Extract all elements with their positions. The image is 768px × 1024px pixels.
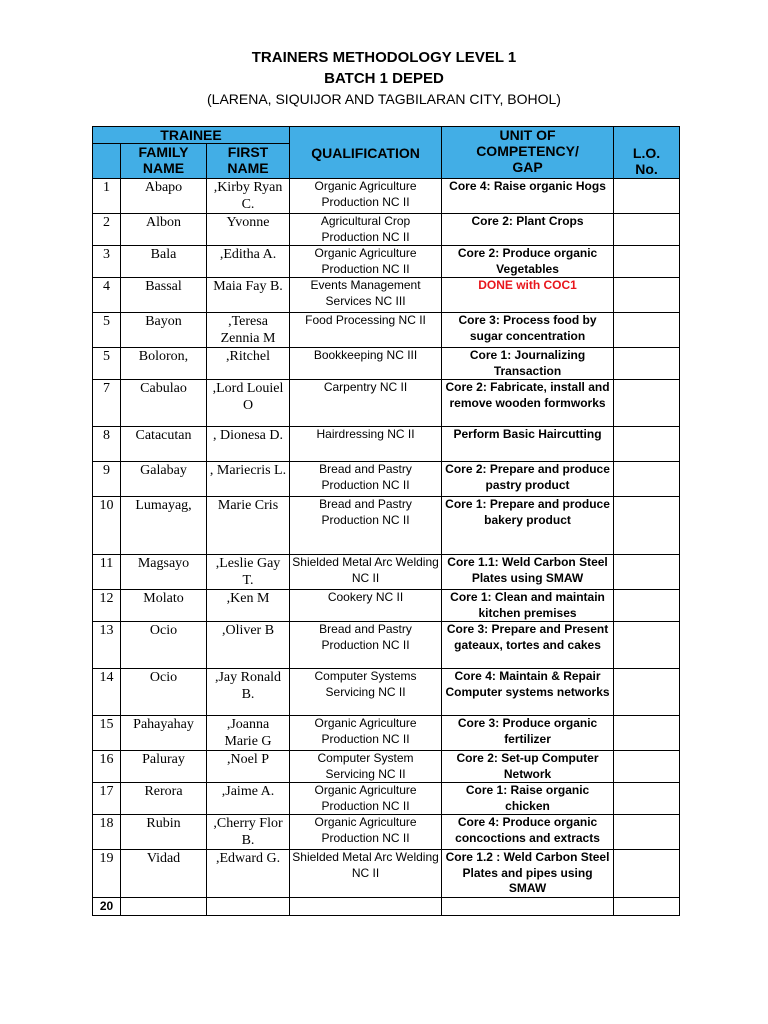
unit-of-competency-cell: Core 1: Journalizing Transaction	[442, 348, 614, 380]
row-number: 12	[93, 590, 121, 622]
qualification-cell: Bread and Pastry Production NC II	[290, 497, 442, 555]
lo-number-cell	[614, 214, 680, 246]
unit-of-competency-cell: DONE with COC1	[442, 278, 614, 313]
row-number: 10	[93, 497, 121, 555]
row-number: 8	[93, 427, 121, 462]
row-number: 2	[93, 214, 121, 246]
table-row	[93, 590, 680, 622]
row-number: 18	[93, 815, 121, 850]
family-name-cell: Ocio	[121, 622, 207, 669]
unit-of-competency-cell: Core 3: Process food by sugar concentration	[442, 313, 614, 348]
qualification-cell: Organic Agriculture Production NC II	[290, 179, 442, 214]
unit-of-competency-cell: Core 2: Prepare and produce pastry product	[442, 462, 614, 497]
family-name-cell: Rerora	[121, 783, 207, 815]
family-name-cell: Lumayag,	[121, 497, 207, 555]
table-row	[93, 850, 680, 898]
first-name-cell: Maia Fay B.	[207, 278, 290, 313]
lo-number-cell	[614, 278, 680, 313]
row-number: 3	[93, 246, 121, 278]
qualification-cell: Events Management Services NC III	[290, 278, 442, 313]
lo-number-cell	[614, 815, 680, 850]
lo-number-cell	[614, 716, 680, 751]
lo-number-cell	[614, 380, 680, 427]
lo-number-cell	[614, 783, 680, 815]
unit-of-competency-cell: Core 2: Set-up Computer Network	[442, 751, 614, 783]
document-title: TRAINERS METHODOLOGY LEVEL 1	[251, 49, 517, 66]
header-lo-no: L.O. No.	[614, 127, 680, 179]
header-trainee: TRAINEE	[93, 127, 290, 144]
family-name-cell: Paluray	[121, 751, 207, 783]
qualification-cell: Food Processing NC II	[290, 313, 442, 348]
first-name-cell: ,Noel P	[207, 751, 290, 783]
family-name-cell	[121, 897, 207, 915]
qualification-cell: Cookery NC II	[290, 590, 442, 622]
first-name-cell: ,Jaime A.	[207, 783, 290, 815]
unit-of-competency-cell: Core 4: Produce organic concoctions and extracts	[442, 815, 614, 850]
lo-number-cell	[614, 348, 680, 380]
family-name-cell: Albon	[121, 214, 207, 246]
lo-number-cell	[614, 590, 680, 622]
qualification-cell: Organic Agriculture Production NC II	[290, 783, 442, 815]
lo-number-cell	[614, 313, 680, 348]
unit-of-competency-cell: Core 1: Raise organic chicken	[442, 783, 614, 815]
header-unit-of-competency: UNIT OF COMPETENCY/ GAP	[442, 127, 614, 179]
qualification-cell: Hairdressing NC II	[290, 427, 442, 462]
table-row	[93, 462, 680, 497]
qualification-cell: Bread and Pastry Production NC II	[290, 622, 442, 669]
header-family-name: FAMILY NAME	[121, 144, 207, 179]
family-name-cell: Magsayo	[121, 555, 207, 590]
row-number: 5	[93, 348, 121, 380]
unit-of-competency-cell: Core 1: Prepare and produce bakery product	[442, 497, 614, 555]
table-row	[93, 555, 680, 590]
table-row	[93, 497, 680, 555]
qualification-cell: Organic Agriculture Production NC II	[290, 815, 442, 850]
family-name-cell: Galabay	[121, 462, 207, 497]
qualification-cell: Organic Agriculture Production NC II	[290, 246, 442, 278]
qualification-cell: Organic Agriculture Production NC II	[290, 716, 442, 751]
first-name-cell: ,Jay Ronald B.	[207, 669, 290, 716]
qualification-cell: Carpentry NC II	[290, 380, 442, 427]
unit-of-competency-cell: Core 1.1: Weld Carbon Steel Plates using SMAW	[442, 555, 614, 590]
lo-number-cell	[614, 850, 680, 898]
family-name-cell: Cabulao	[121, 380, 207, 427]
row-number: 13	[93, 622, 121, 669]
row-number: 1	[93, 179, 121, 214]
first-name-cell: ,Oliver B	[207, 622, 290, 669]
trainee-table	[92, 126, 680, 916]
row-number: 4	[93, 278, 121, 313]
row-number: 9	[93, 462, 121, 497]
document-batch: BATCH 1 DEPED	[324, 70, 444, 87]
row-number: 7	[93, 380, 121, 427]
family-name-cell: Molato	[121, 590, 207, 622]
unit-of-competency-cell: Perform Basic Haircutting	[442, 427, 614, 462]
first-name-cell: ,Ritchel	[207, 348, 290, 380]
table-row	[93, 669, 680, 716]
first-name-cell: Marie Cris	[207, 497, 290, 555]
table-row	[93, 716, 680, 751]
family-name-cell: Catacutan	[121, 427, 207, 462]
lo-number-cell	[614, 669, 680, 716]
first-name-cell: , Mariecris L.	[207, 462, 290, 497]
family-name-cell: Bala	[121, 246, 207, 278]
first-name-cell: ,Teresa Zennia M	[207, 313, 290, 348]
first-name-cell: Yvonne	[207, 214, 290, 246]
family-name-cell: Bassal	[121, 278, 207, 313]
qualification-cell	[290, 897, 442, 915]
lo-number-cell	[614, 179, 680, 214]
table-row	[93, 783, 680, 815]
unit-of-competency-cell: Core 4: Maintain & Repair Computer systems networks	[442, 669, 614, 716]
qualification-cell: Computer System Servicing NC II	[290, 751, 442, 783]
first-name-cell: ,Ken M	[207, 590, 290, 622]
unit-of-competency-cell: Core 1: Clean and maintain kitchen premises	[442, 590, 614, 622]
lo-number-cell	[614, 497, 680, 555]
family-name-cell: Boloron,	[121, 348, 207, 380]
first-name-cell: , Dionesa D.	[207, 427, 290, 462]
family-name-cell: Vidad	[121, 850, 207, 898]
row-number: 16	[93, 751, 121, 783]
first-name-cell: ,Joanna Marie G	[207, 716, 290, 751]
family-name-cell: Ocio	[121, 669, 207, 716]
first-name-cell: ,Leslie Gay T.	[207, 555, 290, 590]
qualification-cell: Bookkeeping NC III	[290, 348, 442, 380]
row-number: 14	[93, 669, 121, 716]
qualification-cell: Shielded Metal Arc Welding NC II	[290, 555, 442, 590]
lo-number-cell	[614, 427, 680, 462]
unit-of-competency-cell: Core 2: Produce organic Vegetables	[442, 246, 614, 278]
row-number: 15	[93, 716, 121, 751]
row-number: 11	[93, 555, 121, 590]
family-name-cell: Abapo	[121, 179, 207, 214]
lo-number-cell	[614, 246, 680, 278]
table-row	[93, 751, 680, 783]
qualification-cell: Computer Systems Servicing NC II	[290, 669, 442, 716]
unit-of-competency-cell	[442, 897, 614, 915]
table-row	[93, 380, 680, 427]
header-number-cell	[93, 144, 121, 179]
header-qualification: QUALIFICATION	[290, 127, 442, 179]
qualification-cell: Bread and Pastry Production NC II	[290, 462, 442, 497]
lo-number-cell	[614, 555, 680, 590]
table-row	[93, 313, 680, 348]
first-name-cell: ,Editha A.	[207, 246, 290, 278]
first-name-cell: ,Kirby Ryan C.	[207, 179, 290, 214]
family-name-cell: Pahayahay	[121, 716, 207, 751]
table-row	[93, 179, 680, 214]
row-number: 20	[93, 897, 121, 915]
table-row	[93, 622, 680, 669]
row-number: 5	[93, 313, 121, 348]
lo-number-cell	[614, 462, 680, 497]
unit-of-competency-cell: Core 3: Prepare and Present gateaux, tortes and cakes	[442, 622, 614, 669]
row-number: 17	[93, 783, 121, 815]
table-row	[93, 278, 680, 313]
lo-number-cell	[614, 622, 680, 669]
unit-of-competency-cell: Core 1.2 : Weld Carbon Steel Plates and pipes using SMAW	[442, 850, 614, 898]
qualification-cell: Shielded Metal Arc Welding NC II	[290, 850, 442, 898]
document-location: (LARENA, SIQUIJOR AND TAGBILARAN CITY, BOHOL)	[207, 91, 561, 107]
table-row	[93, 348, 680, 380]
first-name-cell	[207, 897, 290, 915]
unit-of-competency-cell: Core 4: Raise organic Hogs	[442, 179, 614, 214]
table-row	[93, 897, 680, 915]
table-row	[93, 214, 680, 246]
unit-of-competency-cell: Core 2: Fabricate, install and remove wooden formworks	[442, 380, 614, 427]
table-row	[93, 246, 680, 278]
table-row	[93, 815, 680, 850]
first-name-cell: ,Lord Louiel O	[207, 380, 290, 427]
first-name-cell: ,Cherry Flor B.	[207, 815, 290, 850]
family-name-cell: Rubin	[121, 815, 207, 850]
lo-number-cell	[614, 897, 680, 915]
first-name-cell: ,Edward G.	[207, 850, 290, 898]
trainee-table-body	[93, 179, 680, 916]
lo-number-cell	[614, 751, 680, 783]
unit-of-competency-cell: Core 2: Plant Crops	[442, 214, 614, 246]
family-name-cell: Bayon	[121, 313, 207, 348]
table-row	[93, 427, 680, 462]
header-first-name: FIRST NAME	[207, 144, 290, 179]
row-number: 19	[93, 850, 121, 898]
unit-of-competency-cell: Core 3: Produce organic fertilizer	[442, 716, 614, 751]
qualification-cell: Agricultural Crop Production NC II	[290, 214, 442, 246]
